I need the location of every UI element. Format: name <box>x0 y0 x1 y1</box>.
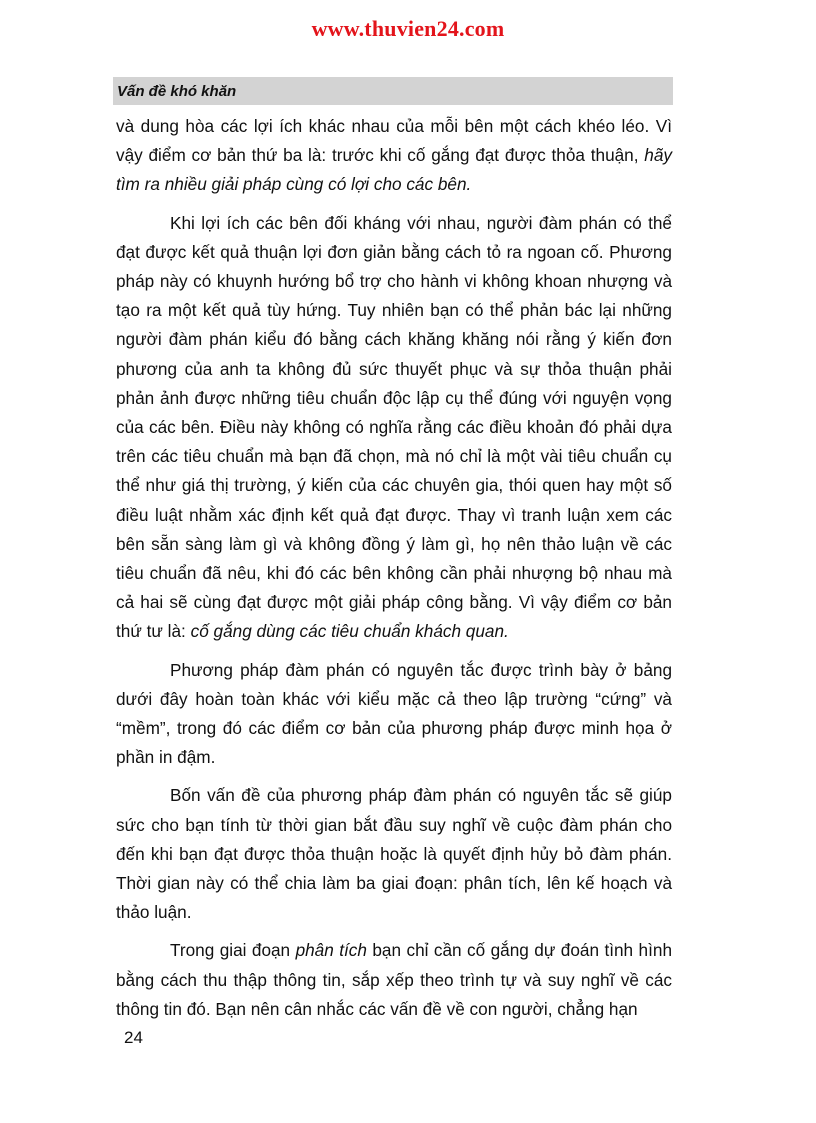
running-header-title: Vấn đề khó khăn <box>117 82 237 100</box>
paragraph-1 <box>116 112 672 200</box>
paragraph-1-text: và dung hòa các lợi ích khác nhau của mỗi bên một cách khéo léo. Vì vậy điểm cơ bản thứ ba là: trước khi cố gắng đạt được thỏa thuận, <box>116 116 672 166</box>
watermark-url: www.thuvien24.com <box>311 16 505 41</box>
body-text <box>116 112 672 1033</box>
paragraph-4 <box>116 781 672 927</box>
paragraph-1-emphasis: hãy tìm ra nhiều giải pháp cùng có lợi cho các bên. <box>116 145 672 195</box>
paragraph-3-text: Phương pháp đàm phán có nguyên tắc được trình bày ở bảng dưới đây hoàn toàn khác với kiểu mặc cả theo lập trường “cứng” và “mềm”, trong đó các điểm cơ bản của phương pháp được minh họa ở phần in đậm. <box>116 659 672 768</box>
paragraph-3 <box>116 656 672 773</box>
paragraph-5 <box>116 936 672 1024</box>
paragraph-4-text: Bốn vấn đề của phương pháp đàm phán có nguyên tắc sẽ giúp sức cho bạn tính từ thời gian bắt đầu suy nghĩ về cuộc đàm phán cho đến khi bạn đạt được thỏa thuận hoặc là quyết định hủy bỏ đàm phán. Thời gian này có thể chia làm ba giai đoạn: phân tích, lên kế hoạch và thảo luận. <box>116 785 672 923</box>
paragraph-2-text: Khi lợi ích các bên đối kháng với nhau, người đàm phán có thể đạt được kết quả thuận lợi đơn giản bằng cách tỏ ra ngoan cố. Phương pháp này có khuynh hướng bổ trợ cho hành vi không khoan nhượng và tạo ra một kết quả tùy hứng. Tuy nhiên bạn có thể phản bác lại những người đàm phán kiểu đó bằng cách khăng khăng nói rằng ý kiến đơn phương của anh ta không đủ sức thuyết phục và sự thỏa thuận phải phản ảnh được những tiêu chuẩn độc lập cụ thể đúng với nguyện vọng của các bên. Điều này không có nghĩa rằng các điều khoản đó phải dựa trên các tiêu chuẩn mà bạn đã chọn, mà nó chỉ là một vài tiêu chuẩn cụ thể như giá thị trường, ý kiến của các chuyên gia, thói quen hay một số điều luật nhằm xác định kết quả đạt được. Thay vì tranh luận xem các bên sẵn sàng làm gì và không đồng ý làm gì, họ nên thảo luận về các tiêu chuẩn đã nêu, khi đó các bên không cần phải nhượng bộ nhau mà cả hai sẽ cùng đạt được một giải pháp công bằng. Vì vậy điểm cơ bản thứ tư là: <box>116 212 672 642</box>
paragraph-5-emphasis: phân tích <box>295 940 367 961</box>
page-number: 24 <box>124 1028 143 1047</box>
paragraph-5-text-after: bạn chỉ cần cố gắng dự đoán tình hình bằng cách thu thập thông tin, sắp xếp theo trình tự và suy nghĩ về các thông tin đó. Bạn nên cân nhắc các vấn đề về con người, chẳng hạn <box>116 940 672 1019</box>
running-header-bar <box>113 77 673 105</box>
paragraph-5-text-before: Trong giai đoạn <box>170 940 296 961</box>
paragraph-2-emphasis: cố gắng dùng các tiêu chuẩn khách quan. <box>190 621 509 642</box>
paragraph-2 <box>116 209 672 647</box>
